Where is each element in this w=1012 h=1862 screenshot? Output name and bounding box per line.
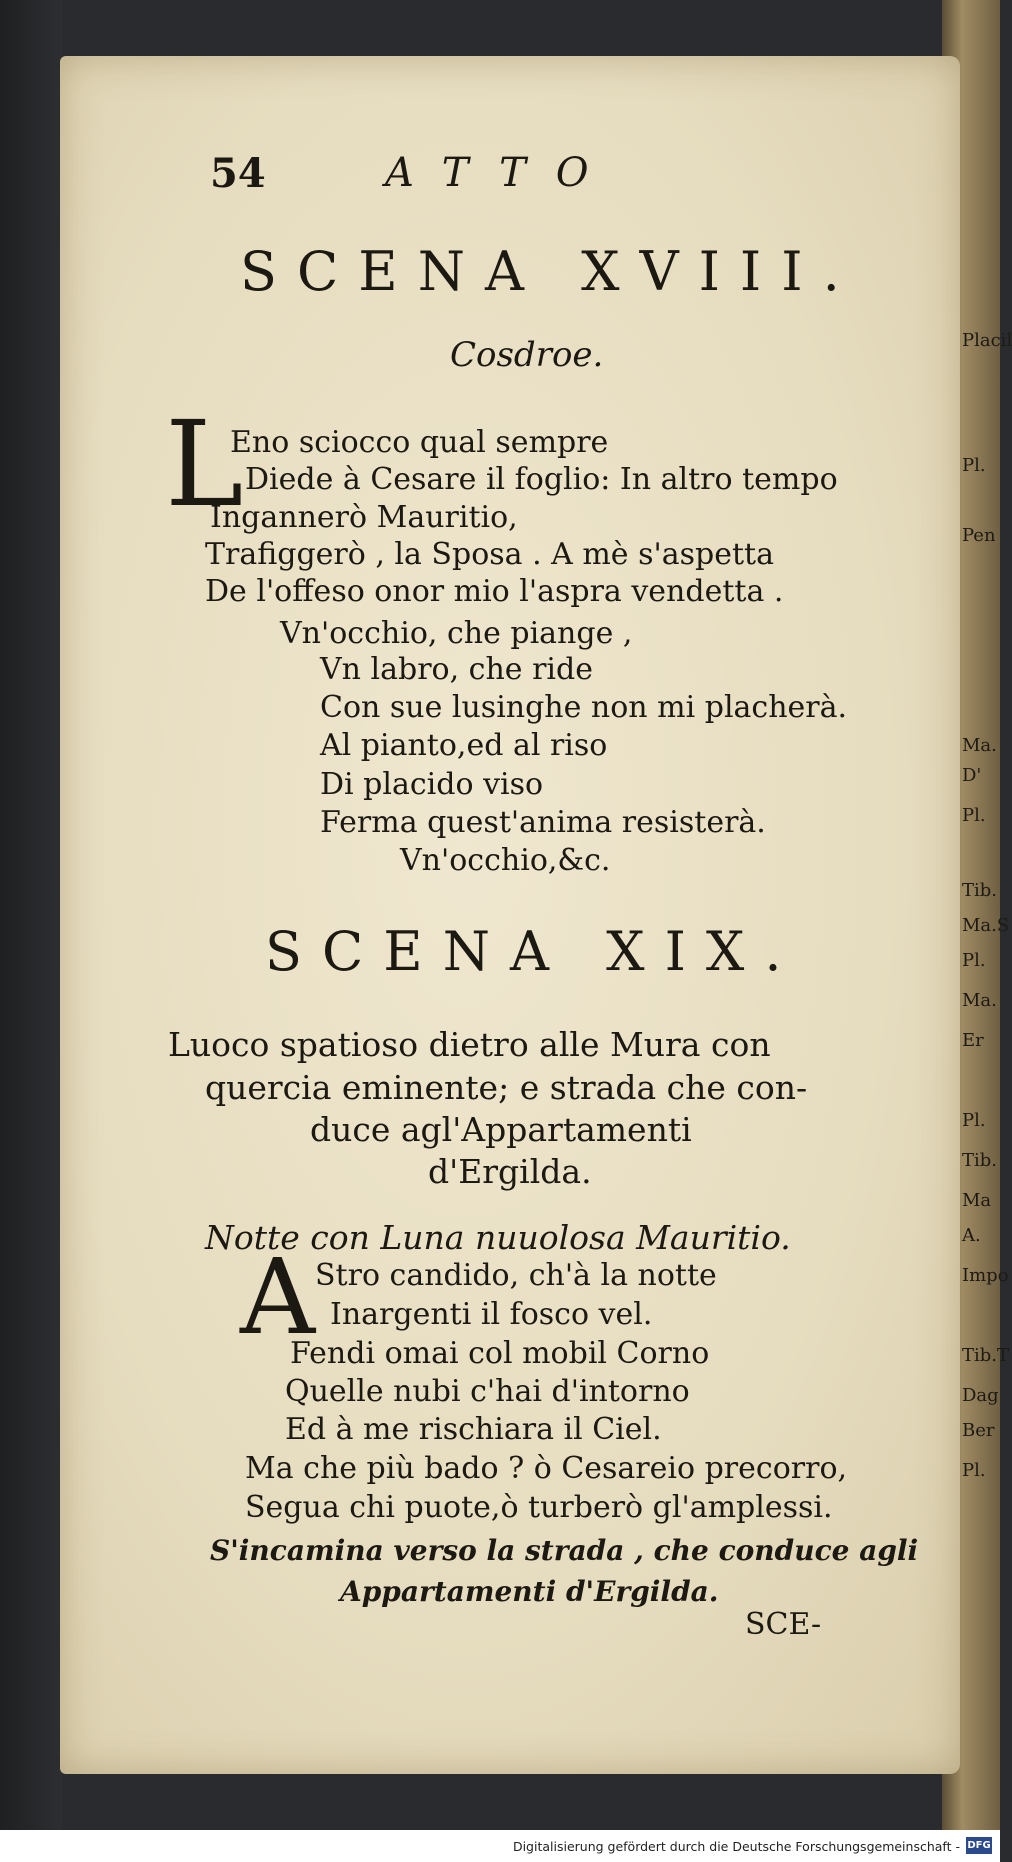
- scan-background-left: [0, 0, 62, 1862]
- footer-bar: [0, 1830, 1000, 1862]
- verse-line: Segua chi puote,ò turberò gl'amplessi.: [245, 1490, 833, 1525]
- edge-fragment: Ma.: [962, 735, 997, 756]
- verse-line: Diede à Cesare il foglio: In altro tempo: [245, 462, 838, 497]
- running-title: ATTO: [385, 150, 619, 196]
- adjacent-page-text: [958, 0, 1012, 1830]
- stage-direction-line: Appartamenti d'Ergilda.: [340, 1575, 719, 1608]
- verse-line: Ed à me rischiara il Ciel.: [285, 1412, 662, 1447]
- verse-line: Di placido viso: [320, 767, 544, 802]
- setting-line: duce agl'Appartamenti: [310, 1110, 692, 1149]
- edge-fragment: Dag: [962, 1385, 999, 1406]
- verse-line: Ingannerò Mauritio,: [210, 500, 518, 535]
- verse-line: Quelle nubi c'hai d'intorno: [285, 1374, 690, 1409]
- verse-line: Fendi omai col mobil Corno: [290, 1336, 710, 1371]
- scene-title: SCENA XVIII.: [240, 240, 860, 303]
- verse-line: Vn'occhio,&c.: [400, 843, 611, 878]
- edge-fragment: Pl.: [962, 805, 986, 826]
- drop-capital: L: [165, 395, 244, 533]
- verse-line: De l'offeso onor mio l'aspra vendetta .: [205, 574, 784, 609]
- speaker-line: Notte con Luna nuuolosa Mauritio.: [205, 1218, 791, 1257]
- edge-fragment: Impo: [962, 1265, 1009, 1286]
- verse-line: Eno sciocco qual sempre: [230, 425, 609, 460]
- edge-fragment: Ber: [962, 1420, 995, 1441]
- edge-fragment: Er: [962, 1030, 984, 1051]
- edge-fragment: Tib.: [962, 1150, 998, 1171]
- edge-fragment: Tib.: [962, 880, 998, 901]
- edge-fragment: A.: [962, 1225, 981, 1246]
- stage-direction-line: S'incamina verso la strada , che conduce agli: [210, 1534, 919, 1567]
- edge-fragment: Tib.T: [962, 1345, 1010, 1366]
- edge-fragment: Pl.: [962, 950, 986, 971]
- edge-fragment: Ma.: [962, 990, 997, 1011]
- edge-fragment: Pen: [962, 525, 996, 546]
- edge-fragment: Pl.: [962, 1110, 986, 1131]
- edge-fragment: Placil: [962, 330, 1012, 351]
- edge-fragment: Ma: [962, 1190, 992, 1211]
- catchword: SCE-: [745, 1607, 822, 1642]
- verse-line: Stro candido, ch'à la notte: [315, 1258, 717, 1293]
- edge-fragment: D': [962, 765, 982, 786]
- page-number: 54: [210, 150, 266, 197]
- setting-line: quercia eminente; e strada che con-: [205, 1068, 808, 1107]
- edge-fragment: Pl.: [962, 455, 986, 476]
- verse-line: Ma che più bado ? ò Cesareio precorro,: [245, 1451, 848, 1486]
- speaker-name: Cosdroe.: [450, 335, 604, 375]
- verse-line: Vn labro, che ride: [320, 652, 593, 687]
- funding-credit: Digitalisierung gefördert durch die Deutsche Forschungsgemeinschaft -: [512, 1839, 960, 1854]
- verse-line: Con sue lusinghe non mi placherà.: [320, 690, 848, 725]
- setting-line: d'Ergilda.: [428, 1152, 592, 1191]
- scene-title: SCENA XIX.: [265, 920, 802, 983]
- drop-capital: A: [240, 1236, 316, 1358]
- verse-line: Al pianto,ed al riso: [320, 728, 608, 763]
- setting-line: Luoco spatioso dietro alle Mura con: [168, 1025, 771, 1064]
- dfg-logo: DFG: [966, 1837, 992, 1854]
- verse-line: Vn'occhio, che piange ,: [280, 616, 633, 651]
- edge-fragment: Pl.: [962, 1460, 986, 1481]
- edge-fragment: Ma.S: [962, 915, 1010, 936]
- verse-line: Trafiggerò , la Sposa . A mè s'aspetta: [205, 537, 774, 572]
- verse-line: Inargenti il fosco vel.: [330, 1297, 653, 1332]
- verse-line: Ferma quest'anima resisterà.: [320, 805, 766, 840]
